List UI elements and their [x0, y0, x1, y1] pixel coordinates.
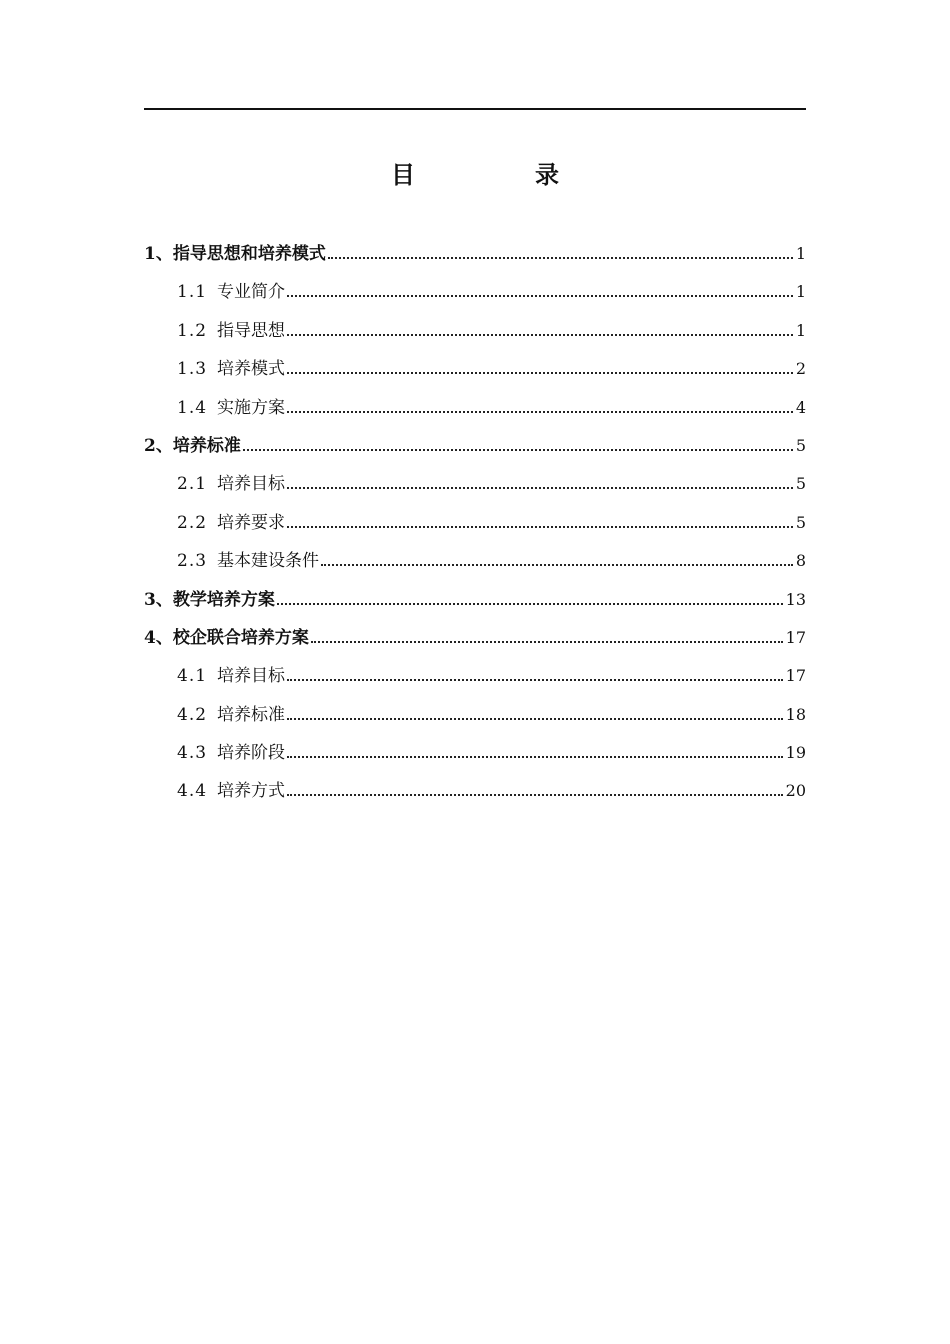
entry-number: 1.4	[177, 397, 208, 418]
entry-number: 3、	[144, 589, 173, 610]
entry-title: 培养要求	[217, 512, 285, 533]
entry-title: 培养目标	[217, 474, 285, 495]
dot-leader	[287, 526, 793, 528]
entry-title: 教学培养方案	[172, 589, 275, 610]
dot-leader	[287, 411, 793, 413]
dot-leader	[287, 794, 783, 796]
entry-number: 1.2	[177, 320, 208, 341]
entry-number: 1.3	[177, 359, 208, 380]
dot-leader	[287, 679, 783, 681]
dot-leader	[243, 449, 793, 451]
toc-entry[interactable]	[144, 544, 806, 582]
toc-title: 目 录	[391, 160, 607, 189]
entry-number: 4、	[144, 627, 173, 648]
entry-page-number: 5	[795, 512, 806, 532]
toc-entry[interactable]	[144, 583, 806, 621]
toc-entry[interactable]	[144, 314, 806, 352]
entry-number: 2、	[144, 435, 173, 456]
entry-title: 指导思想	[217, 320, 285, 341]
dot-leader	[287, 295, 793, 297]
toc-entry[interactable]	[144, 429, 806, 467]
entry-page-number: 18	[785, 704, 806, 724]
toc-entry[interactable]	[144, 467, 806, 505]
toc-entry[interactable]	[144, 659, 806, 697]
toc-entry[interactable]	[144, 391, 806, 429]
entry-title: 基本建设条件	[217, 551, 319, 572]
toc-entry[interactable]	[144, 352, 806, 390]
entry-page-number: 2	[795, 359, 806, 379]
dot-leader	[287, 334, 793, 336]
entry-number: 2.1	[177, 474, 208, 495]
entry-page-number: 4	[795, 397, 806, 417]
dot-leader	[328, 257, 793, 259]
toc-entry[interactable]	[144, 275, 806, 313]
entry-number: 4.1	[177, 666, 208, 687]
entry-number: 4.4	[177, 781, 208, 802]
entry-page-number: 1	[795, 320, 806, 340]
entry-page-number: 5	[795, 474, 806, 494]
entry-page-number: 1	[795, 282, 806, 302]
toc-entry[interactable]	[144, 237, 806, 275]
dot-leader	[277, 603, 783, 605]
entry-number: 4.3	[177, 743, 208, 764]
entry-title: 专业简介	[217, 282, 285, 303]
entry-page-number: 17	[785, 627, 806, 647]
entry-title: 培养阶段	[217, 743, 285, 764]
entry-page-number: 13	[785, 589, 806, 609]
entry-title: 培养方式	[217, 781, 285, 802]
entry-page-number: 19	[785, 743, 806, 763]
entry-title: 培养标准	[217, 704, 285, 725]
entry-title: 指导思想和培养模式	[172, 244, 326, 264]
toc-entry[interactable]	[144, 774, 806, 812]
dot-leader	[287, 487, 793, 489]
table-of-contents	[144, 237, 806, 813]
header-rule	[144, 108, 806, 110]
entry-title: 培养标准	[172, 435, 241, 456]
dot-leader	[287, 756, 783, 758]
entry-page-number: 20	[785, 781, 806, 801]
entry-title: 实施方案	[217, 397, 285, 418]
toc-entry[interactable]	[144, 736, 806, 774]
entry-number: 4.2	[177, 704, 208, 725]
dot-leader	[287, 718, 783, 720]
toc-entry[interactable]	[144, 698, 806, 736]
entry-title: 培养目标	[217, 666, 285, 687]
entry-number: 1、	[144, 244, 173, 264]
entry-number: 1.1	[177, 282, 208, 303]
toc-entry[interactable]	[144, 621, 806, 659]
entry-page-number: 8	[795, 551, 806, 571]
dot-leader	[311, 641, 783, 643]
entry-number: 2.3	[177, 551, 208, 572]
entry-number: 2.2	[177, 512, 208, 533]
entry-page-number: 17	[785, 666, 806, 686]
toc-entry[interactable]	[144, 506, 806, 544]
entry-title: 培养模式	[217, 359, 285, 380]
entry-page-number: 5	[795, 435, 806, 455]
entry-title: 校企联合培养方案	[172, 627, 309, 648]
dot-leader	[287, 372, 793, 374]
dot-leader	[321, 564, 793, 566]
entry-page-number: 1	[795, 244, 806, 263]
